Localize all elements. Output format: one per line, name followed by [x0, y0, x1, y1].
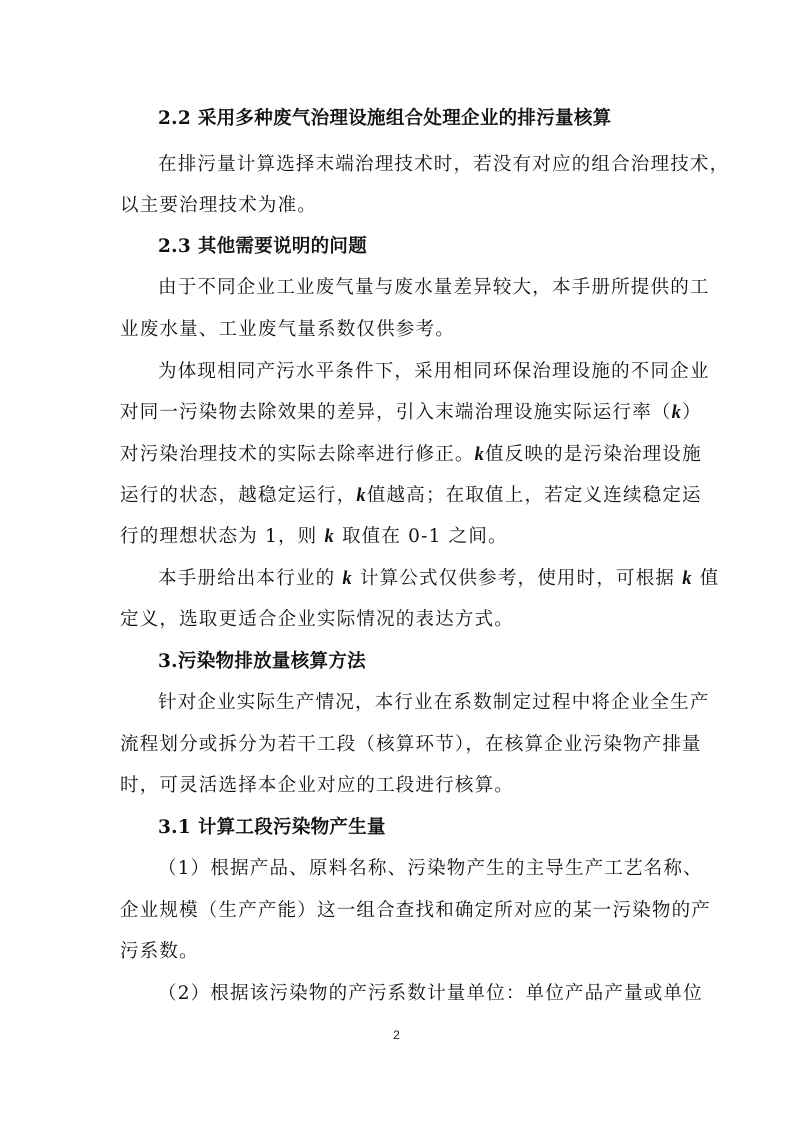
- paragraph-line: 污系数。: [120, 941, 199, 962]
- k-symbol: k: [324, 527, 335, 547]
- paragraph-line: 流程划分或拆分为若干工段（核算环节），在核算企业污染物产排量: [120, 734, 702, 755]
- paragraph-line: 时，可灵活选择本企业对应的工段进行核算。: [120, 775, 515, 796]
- k-symbol: k: [356, 486, 367, 506]
- text-run: 计算公式仅供参考，使用时，可根据: [352, 568, 683, 589]
- k-symbol: k: [682, 569, 693, 589]
- text-run: 对污染治理技术的实际去除率进行修正。: [120, 444, 475, 465]
- text-run: 取值在 0-1 之间。: [334, 526, 508, 547]
- text-run: 值越高；在取值上，若定义连续稳定运: [366, 485, 702, 506]
- section-3-heading: 3.污染物排放量核算方法: [158, 651, 366, 672]
- paragraph-line: [120, 481, 702, 507]
- paragraph-line: （1）根据产品、原料名称、污染物产生的主导生产工艺名称、: [158, 858, 703, 879]
- section-2-2-heading: 2.2 采用多种废气治理设施组合处理企业的排污量核算: [158, 108, 612, 129]
- paragraph-line: [120, 522, 508, 548]
- text-run: 行的理想状态为 1，则: [120, 526, 325, 547]
- text-run: 值: [692, 568, 720, 589]
- section-2-3-heading: 2.3 其他需要说明的问题: [158, 236, 368, 257]
- paragraph-line: 针对企业实际生产情况，本行业在系数制定过程中将企业全生产: [158, 692, 710, 713]
- paragraph-line: [120, 440, 702, 466]
- section-3-1-heading: 3.1 计算工段污染物产生量: [158, 817, 386, 838]
- paragraph-line: 业废水量、工业废气量系数仅供参考。: [120, 319, 455, 340]
- paragraph-line: [158, 564, 719, 590]
- text-run: 本手册给出本行业的: [158, 568, 343, 589]
- text-run: 对同一污染物去除效果的差异，引入末端治理设施实际运行率（: [120, 402, 672, 423]
- text-run: ）: [682, 402, 702, 423]
- paragraph-line: 为体现相同产污水平条件下，采用相同环保治理设施的不同企业: [158, 361, 710, 382]
- paragraph-line: [120, 398, 702, 424]
- paragraph-line: 在排污量计算选择末端治理技术时，若没有对应的组合治理技术，: [158, 154, 730, 175]
- page-number: 2: [393, 1028, 400, 1042]
- paragraph-line: （2）根据该污染物的产污系数计量单位：单位产品产量或单位: [158, 983, 703, 1004]
- text-run: 运行的状态，越稳定运行，: [120, 485, 357, 506]
- text-run: 值反映的是污染治理设施: [485, 444, 702, 465]
- k-symbol: k: [474, 445, 486, 465]
- k-symbol: k: [342, 569, 353, 589]
- paragraph-line: 企业规模（生产产能）这一组合查找和确定所对应的某一污染物的产: [120, 900, 712, 921]
- k-symbol: k: [671, 403, 683, 423]
- paragraph-line: 由于不同企业工业废气量与废水量差异较大，本手册所提供的工: [158, 277, 710, 298]
- paragraph-line: 定义，选取更适合企业实际情况的表达方式。: [120, 609, 515, 630]
- paragraph-line: 以主要治理技术为准。: [120, 195, 318, 216]
